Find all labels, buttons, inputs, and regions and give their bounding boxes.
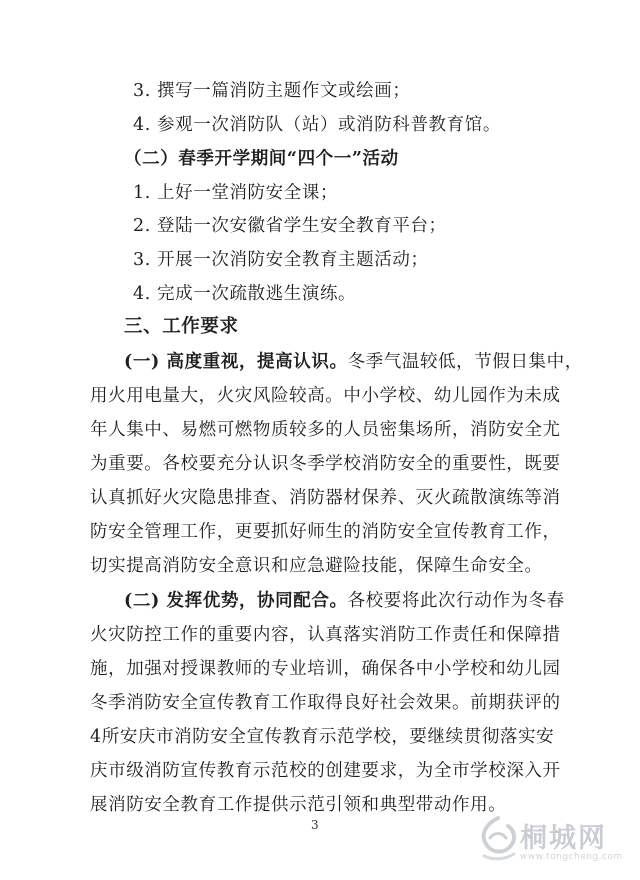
line-text: 庆市级消防宣传教育示范校的创建要求，为全市学校深入开: [90, 761, 561, 781]
line-text: 施，加强对授课教师的专业培训，确保各中小学校和幼儿园: [90, 659, 561, 679]
doc-line-17: [90, 624, 561, 646]
line-text: 4所安庆市消防安全宣传教育示范学校，要继续贯彻落实安: [90, 727, 555, 747]
watermark-title: 桐城网: [520, 823, 607, 854]
doc-line-11: [90, 419, 561, 441]
doc-line-20: [90, 726, 554, 748]
page-number: 3: [311, 818, 319, 832]
doc-line-1: [133, 80, 410, 102]
section-heading-spring: [124, 148, 399, 170]
line-text: 认真抓好火灾隐患排查、消防器材保养、灭火疏散演练等消: [90, 488, 561, 508]
watermark-url: www.tongcheng.com: [520, 852, 623, 862]
line-text: 各校要将此次行动作为冬春: [347, 591, 565, 611]
line-text: 防安全管理工作，更要抓好师生的消防安全宣传教育工作，: [90, 522, 561, 542]
line-text: 年人集中、易燃可燃物质较多的人员密集场所，消防安全尤: [90, 420, 561, 440]
doc-line-18: [90, 658, 561, 680]
doc-line-2: [133, 114, 501, 136]
doc-line-16: [124, 590, 565, 612]
line-text: 三、工作要求: [124, 316, 239, 337]
watermark-logo-icon: [472, 814, 524, 864]
doc-line-15: [90, 555, 543, 577]
doc-line-14: [90, 521, 561, 543]
doc-line-21: [90, 760, 561, 782]
line-text: 冬季消防安全宣传教育工作取得良好社会效果。前期获评的: [90, 693, 561, 713]
doc-line-5: [133, 215, 447, 237]
doc-line-4: [133, 182, 338, 204]
doc-line-6: [133, 249, 429, 271]
paragraph-lead: (一) 高度重视，提高认识。: [124, 352, 348, 372]
line-text: 火灾防控工作的重要内容，认真落实消防工作责任和保障措: [90, 625, 561, 645]
line-text: （二）春季开学期间“四个一”活动: [124, 149, 399, 169]
doc-line-13: [90, 487, 561, 509]
line-text: 2. 登陆一次安徽省学生安全教育平台；: [133, 216, 447, 236]
line-text: 切实提高消防安全意识和应急避险技能，保障生命安全。: [90, 556, 543, 576]
line-text: 4. 参观一次消防队（站）或消防科普教育馆。: [133, 115, 501, 135]
doc-line-12: [90, 453, 561, 475]
section-heading-requirements: [124, 316, 239, 338]
doc-line-19: [90, 692, 561, 714]
line-text: 3. 撰写一篇消防主题作文或绘画；: [133, 81, 411, 101]
doc-line-7: [133, 283, 356, 305]
line-text: 3. 开展一次消防安全教育主题活动；: [133, 250, 429, 270]
line-text: 4. 完成一次疏散逃生演练。: [133, 284, 357, 304]
doc-line-10: [90, 385, 561, 407]
paragraph-lead: (二) 发挥优势，协同配合。: [124, 591, 348, 611]
line-text: 用火用电量大，火灾风险较高。中小学校、幼儿园作为未成: [90, 386, 561, 406]
line-text: 1. 上好一堂消防安全课；: [133, 183, 339, 203]
line-text: 展消防安全教育工作提供示范引领和典型带动作用。: [90, 795, 507, 815]
line-text: 为重要。各校要充分认识冬季学校消防安全的重要性，既要: [90, 454, 561, 474]
doc-line-9: [124, 351, 583, 373]
doc-line-22: [90, 794, 506, 816]
line-text: 冬季气温较低，节假日集中，: [347, 352, 583, 372]
site-watermark: [472, 812, 632, 872]
